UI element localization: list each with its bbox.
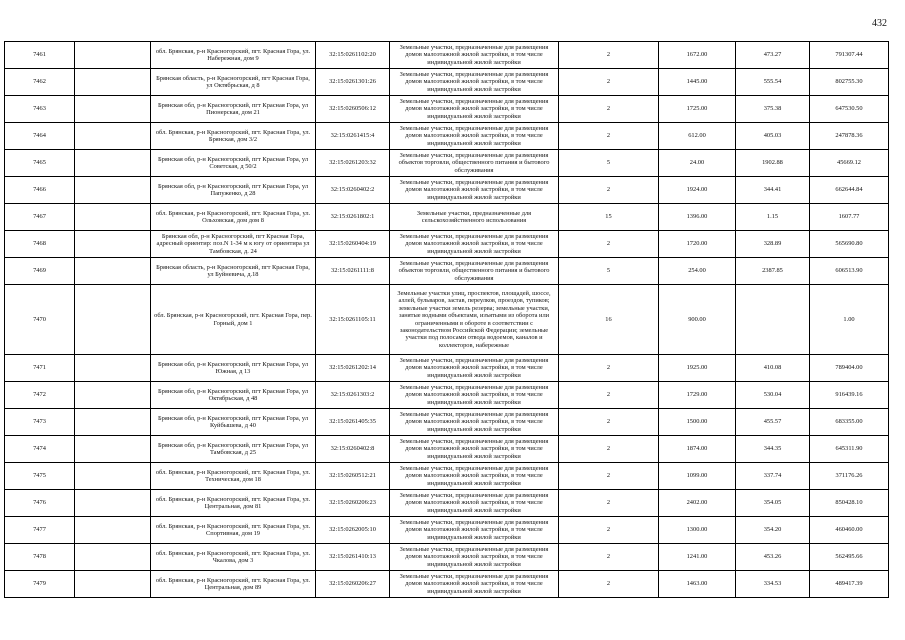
table-row xyxy=(5,177,889,204)
blank-cell xyxy=(75,463,151,490)
group-cell: 2 xyxy=(559,409,659,436)
land-use-cell: Земельные участки, предназначенные для размещения домов малоэтажной жилой застройки, в том числе индивидуальной жилой застройки xyxy=(390,355,559,382)
cadastral-number-cell: 32:15:0261802:1 xyxy=(316,204,390,231)
specific-value-cell xyxy=(736,285,810,355)
land-use-cell: Земельные участки, предназначенные для размещения домов малоэтажной жилой застройки, в том числе индивидуальной жилой застройки xyxy=(390,490,559,517)
cadastral-value-cell: 789404.00 xyxy=(810,355,889,382)
group-cell: 2 xyxy=(559,463,659,490)
row-number-cell: 7477 xyxy=(5,517,75,544)
row-number-cell: 7463 xyxy=(5,96,75,123)
table-row xyxy=(5,490,889,517)
area-cell: 24.00 xyxy=(659,150,736,177)
row-number-cell: 7474 xyxy=(5,436,75,463)
specific-value-cell: 410.08 xyxy=(736,355,810,382)
blank-cell xyxy=(75,69,151,96)
table-row xyxy=(5,544,889,571)
address-cell: Брянская область, р-н Красногорский, пгт Красная Гора, ул Октябрьская, д 8 xyxy=(151,69,316,96)
cadastral-value-cell: 565690.80 xyxy=(810,231,889,258)
cadastral-value-cell: 489417.39 xyxy=(810,571,889,598)
specific-value-cell: 555.54 xyxy=(736,69,810,96)
cadastral-value-cell: 662644.84 xyxy=(810,177,889,204)
row-number-cell: 7469 xyxy=(5,258,75,285)
row-number-cell: 7462 xyxy=(5,69,75,96)
blank-cell xyxy=(75,517,151,544)
table-row xyxy=(5,517,889,544)
address-cell: Брянская обл, р-н Красногорский, пгт Красная Гора, ул Октябрьская, д 48 xyxy=(151,382,316,409)
address-cell: обл. Брянская, р-н Красногорский, пгт. Красная Гора, ул. Ольховская, дом дом 8 xyxy=(151,204,316,231)
group-cell: 2 xyxy=(559,42,659,69)
specific-value-cell: 2387.85 xyxy=(736,258,810,285)
table-row xyxy=(5,150,889,177)
blank-cell xyxy=(75,231,151,258)
specific-value-cell: 334.53 xyxy=(736,571,810,598)
area-cell: 1924.00 xyxy=(659,177,736,204)
group-cell: 2 xyxy=(559,69,659,96)
blank-cell xyxy=(75,355,151,382)
blank-cell xyxy=(75,123,151,150)
group-cell: 2 xyxy=(559,544,659,571)
specific-value-cell: 1.15 xyxy=(736,204,810,231)
cadastral-number-cell: 32:15:0262005:10 xyxy=(316,517,390,544)
table-row xyxy=(5,204,889,231)
row-number-cell: 7476 xyxy=(5,490,75,517)
table-row xyxy=(5,382,889,409)
area-cell: 1874.00 xyxy=(659,436,736,463)
blank-cell xyxy=(75,285,151,355)
row-number-cell: 7464 xyxy=(5,123,75,150)
land-use-cell: Земельные участки, предназначенные для размещения домов малоэтажной жилой застройки, в том числе индивидуальной жилой застройки xyxy=(390,96,559,123)
cadastral-number-cell: 32:15:0261415:4 xyxy=(316,123,390,150)
cadastral-value-cell: 802755.30 xyxy=(810,69,889,96)
cadastral-number-cell: 32:15:0261202:14 xyxy=(316,355,390,382)
address-cell: обл. Брянская, р-н Красногорский, пгт. Красная Гора, ул. Набережная, дом 9 xyxy=(151,42,316,69)
address-cell: Брянская обл, р-н Красногорский, пгт Красная Гора, адресный ориентир: поз.N 1-34 м к югу от ориентира ул Тамбовская, д. 24 xyxy=(151,231,316,258)
blank-cell xyxy=(75,571,151,598)
land-use-cell: Земельные участки, предназначенные для размещения домов малоэтажной жилой застройки, в том числе индивидуальной жилой застройки xyxy=(390,463,559,490)
address-cell: обл. Брянская, р-н Красногорский, пгт. Красная Гора, ул. Чкалова, дом 3 xyxy=(151,544,316,571)
land-use-cell: Земельные участки, предназначенные для размещения домов малоэтажной жилой застройки, в том числе индивидуальной жилой застройки xyxy=(390,231,559,258)
cadastral-value-cell: 371176.26 xyxy=(810,463,889,490)
cadastral-number-cell: 32:15:0261111:8 xyxy=(316,258,390,285)
cadastral-value-cell: 850428.10 xyxy=(810,490,889,517)
cadastral-number-cell: 32:15:0261303:2 xyxy=(316,382,390,409)
blank-cell xyxy=(75,490,151,517)
land-use-cell: Земельные участки, предназначенные для размещения домов малоэтажной жилой застройки, в том числе индивидуальной жилой застройки xyxy=(390,42,559,69)
specific-value-cell: 328.89 xyxy=(736,231,810,258)
page-number: 432 xyxy=(872,18,887,29)
cadastral-number-cell: 32:15:0261410:13 xyxy=(316,544,390,571)
address-cell: Брянская обл, р-н Красногорский, пгт Красная Гора, ул Куйбышева, д 40 xyxy=(151,409,316,436)
area-cell: 1725.00 xyxy=(659,96,736,123)
blank-cell xyxy=(75,150,151,177)
row-number-cell: 7465 xyxy=(5,150,75,177)
specific-value-cell: 344.41 xyxy=(736,177,810,204)
address-cell: Брянская обл, р-н Красногорский, пгт Красная Гора, ул Тамбовская, д 25 xyxy=(151,436,316,463)
row-number-cell: 7466 xyxy=(5,177,75,204)
area-cell: 1241.00 xyxy=(659,544,736,571)
blank-cell xyxy=(75,258,151,285)
cadastral-number-cell: 32:15:0261405:35 xyxy=(316,409,390,436)
cadastral-number-cell: 32:15:0260404:19 xyxy=(316,231,390,258)
table-row xyxy=(5,258,889,285)
cadastral-value-cell: 916439.16 xyxy=(810,382,889,409)
group-cell: 2 xyxy=(559,177,659,204)
specific-value-cell: 344.35 xyxy=(736,436,810,463)
table-row xyxy=(5,69,889,96)
address-cell: Брянская обл, р-н Красногорский, пгт Красная Гора, ул Папуженко, д 28 xyxy=(151,177,316,204)
cadastral-number-cell: 32:15:0260206:23 xyxy=(316,490,390,517)
area-cell: 1672.00 xyxy=(659,42,736,69)
land-use-cell: Земельные участки улиц, проспектов, площадей, шоссе, аллей, бульваров, застав, переулков, проездов, тупиков; земельные участки земель резерва; земельные участки, занятые водными объектами, изъятыми из оборота или ограниченными в обороте в соответствии с законодательством Российской Федерации; земельные участки под полосами отвода водоемов, каналов и коллекторов, набережные xyxy=(390,285,559,355)
specific-value-cell: 473.27 xyxy=(736,42,810,69)
cadastral-value-table xyxy=(4,41,889,598)
cadastral-value-cell: 562495.66 xyxy=(810,544,889,571)
table-row xyxy=(5,409,889,436)
cadastral-number-cell: 32:15:0260402:2 xyxy=(316,177,390,204)
group-cell: 2 xyxy=(559,382,659,409)
specific-value-cell: 354.20 xyxy=(736,517,810,544)
blank-cell xyxy=(75,42,151,69)
cadastral-value-cell: 791307.44 xyxy=(810,42,889,69)
table-row xyxy=(5,42,889,69)
land-use-cell: Земельные участки, предназначенные для размещения объектов торговли, общественного питания и бытового обслуживания xyxy=(390,150,559,177)
blank-cell xyxy=(75,409,151,436)
specific-value-cell: 405.03 xyxy=(736,123,810,150)
row-number-cell: 7472 xyxy=(5,382,75,409)
area-cell: 1396.00 xyxy=(659,204,736,231)
table-row xyxy=(5,571,889,598)
table-body xyxy=(5,42,889,598)
area-cell: 612.00 xyxy=(659,123,736,150)
cadastral-number-cell: 32:15:0260206:27 xyxy=(316,571,390,598)
address-cell: Брянская обл, р-н Красногорский, пгт Красная Гора, ул Пионерская, дом 21 xyxy=(151,96,316,123)
address-cell: Брянская обл, р-н Красногорский, пгт Красная Гора, ул Южная, д 13 xyxy=(151,355,316,382)
address-cell: обл. Брянская, р-н Красногорский, пгт. Красная Гора, ул. Центральная, дом 81 xyxy=(151,490,316,517)
land-use-cell: Земельные участки, предназначенные для размещения домов малоэтажной жилой застройки, в том числе индивидуальной жилой застройки xyxy=(390,382,559,409)
cadastral-number-cell: 32:15:0261102:20 xyxy=(316,42,390,69)
cadastral-number-cell: 32:15:0260506:12 xyxy=(316,96,390,123)
group-cell: 2 xyxy=(559,517,659,544)
land-use-cell: Земельные участки, предназначенные для размещения домов малоэтажной жилой застройки, в том числе индивидуальной жилой застройки xyxy=(390,571,559,598)
cadastral-number-cell: 32:15:0260512:21 xyxy=(316,463,390,490)
blank-cell xyxy=(75,96,151,123)
group-cell: 5 xyxy=(559,150,659,177)
blank-cell xyxy=(75,544,151,571)
row-number-cell: 7473 xyxy=(5,409,75,436)
address-cell: Брянская обл, р-н Красногорский, пгт Красная Гора, ул Советская, д 50/2 xyxy=(151,150,316,177)
table-row xyxy=(5,355,889,382)
area-cell: 1463.00 xyxy=(659,571,736,598)
specific-value-cell: 337.74 xyxy=(736,463,810,490)
cadastral-value-cell: 460460.00 xyxy=(810,517,889,544)
land-use-cell: Земельные участки, предназначенные для размещения домов малоэтажной жилой застройки, в том числе индивидуальной жилой застройки xyxy=(390,123,559,150)
land-use-cell: Земельные участки, предназначенные для размещения объектов торговли, общественного питания и бытового обслуживания xyxy=(390,258,559,285)
table-row xyxy=(5,96,889,123)
land-use-cell: Земельные участки, предназначенные для размещения домов малоэтажной жилой застройки, в том числе индивидуальной жилой застройки xyxy=(390,177,559,204)
cadastral-value-cell: 45669.12 xyxy=(810,150,889,177)
cadastral-number-cell: 32:15:0261203:32 xyxy=(316,150,390,177)
group-cell: 5 xyxy=(559,258,659,285)
table-row xyxy=(5,463,889,490)
cadastral-value-cell: 1607.77 xyxy=(810,204,889,231)
cadastral-value-cell: 647530.50 xyxy=(810,96,889,123)
cadastral-number-cell: 32:15:0261105:11 xyxy=(316,285,390,355)
group-cell: 2 xyxy=(559,490,659,517)
cadastral-value-cell: 645311.90 xyxy=(810,436,889,463)
row-number-cell: 7467 xyxy=(5,204,75,231)
group-cell: 2 xyxy=(559,96,659,123)
row-number-cell: 7479 xyxy=(5,571,75,598)
area-cell: 900.00 xyxy=(659,285,736,355)
land-use-cell: Земельные участки, предназначенные для размещения домов малоэтажной жилой застройки, в том числе индивидуальной жилой застройки xyxy=(390,544,559,571)
area-cell: 1445.00 xyxy=(659,69,736,96)
area-cell: 2402.00 xyxy=(659,490,736,517)
table-row xyxy=(5,123,889,150)
cadastral-value-cell: 683355.00 xyxy=(810,409,889,436)
group-cell: 2 xyxy=(559,436,659,463)
land-use-cell: Земельные участки, предназначенные для размещения домов малоэтажной жилой застройки, в том числе индивидуальной жилой застройки xyxy=(390,69,559,96)
specific-value-cell: 453.26 xyxy=(736,544,810,571)
group-cell: 16 xyxy=(559,285,659,355)
area-cell: 1099.00 xyxy=(659,463,736,490)
address-cell: обл. Брянская, р-н Красногорский, пгт. Красная Гора, пер. Горный, дом 1 xyxy=(151,285,316,355)
row-number-cell: 7468 xyxy=(5,231,75,258)
area-cell: 1729.00 xyxy=(659,382,736,409)
cadastral-number-cell: 32:15:0261301:26 xyxy=(316,69,390,96)
group-cell: 15 xyxy=(559,204,659,231)
cadastral-value-cell: 606513.90 xyxy=(810,258,889,285)
group-cell: 2 xyxy=(559,571,659,598)
group-cell: 2 xyxy=(559,123,659,150)
cadastral-value-cell: 247878.36 xyxy=(810,123,889,150)
specific-value-cell: 375.38 xyxy=(736,96,810,123)
address-cell: обл. Брянская, р-н Красногорский, пгт. Красная Гора, ул. Техническая, дом 18 xyxy=(151,463,316,490)
cadastral-value-cell: 1.00 xyxy=(810,285,889,355)
row-number-cell: 7461 xyxy=(5,42,75,69)
land-use-cell: Земельные участки, предназначенные для размещения домов малоэтажной жилой застройки, в том числе индивидуальной жилой застройки xyxy=(390,436,559,463)
blank-cell xyxy=(75,177,151,204)
specific-value-cell: 455.57 xyxy=(736,409,810,436)
cadastral-number-cell: 32:15:0260402:8 xyxy=(316,436,390,463)
blank-cell xyxy=(75,436,151,463)
row-number-cell: 7470 xyxy=(5,285,75,355)
address-cell: Брянская область, р-н Красногорский, пгт Красная Гора, ул Буйневича, д.18 xyxy=(151,258,316,285)
blank-cell xyxy=(75,204,151,231)
area-cell: 1500.00 xyxy=(659,409,736,436)
area-cell: 1720.00 xyxy=(659,231,736,258)
area-cell: 1925.00 xyxy=(659,355,736,382)
row-number-cell: 7475 xyxy=(5,463,75,490)
address-cell: обл. Брянская, р-н Красногорский, пгт. Красная Гора, ул. Центральная, дом 89 xyxy=(151,571,316,598)
land-use-cell: Земельные участки, предназначенные для сельскохозяйственного использования xyxy=(390,204,559,231)
address-cell: обл. Брянская, р-н Красногорский, пгт. Красная Гора, ул. Брянская, дом 3/2 xyxy=(151,123,316,150)
land-use-cell: Земельные участки, предназначенные для размещения домов малоэтажной жилой застройки, в том числе индивидуальной жилой застройки xyxy=(390,517,559,544)
specific-value-cell: 354.05 xyxy=(736,490,810,517)
group-cell: 2 xyxy=(559,231,659,258)
row-number-cell: 7478 xyxy=(5,544,75,571)
table-row xyxy=(5,436,889,463)
address-cell: обл. Брянская, р-н Красногорский, пгт. Красная Гора, ул. Спортивная, дом 19 xyxy=(151,517,316,544)
table-row xyxy=(5,285,889,355)
area-cell: 1300.00 xyxy=(659,517,736,544)
row-number-cell: 7471 xyxy=(5,355,75,382)
land-use-cell: Земельные участки, предназначенные для размещения домов малоэтажной жилой застройки, в том числе индивидуальной жилой застройки xyxy=(390,409,559,436)
blank-cell xyxy=(75,382,151,409)
specific-value-cell: 1902.88 xyxy=(736,150,810,177)
area-cell: 254.00 xyxy=(659,258,736,285)
specific-value-cell: 530.04 xyxy=(736,382,810,409)
table-row xyxy=(5,231,889,258)
group-cell: 2 xyxy=(559,355,659,382)
